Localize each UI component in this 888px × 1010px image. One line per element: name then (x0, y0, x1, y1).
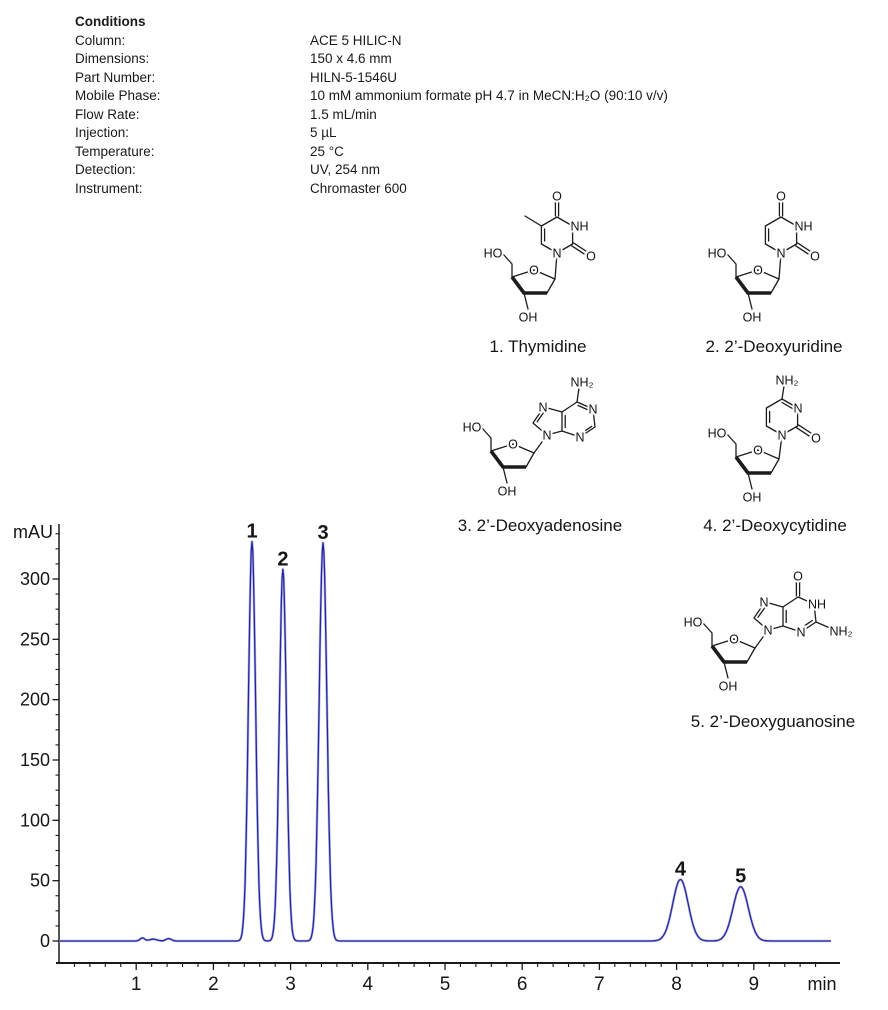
structure-thymidine (479, 176, 639, 331)
y-tick-label: 300 (19, 568, 50, 589)
atom-label: O (793, 569, 803, 584)
condition-label: Detection: (75, 162, 136, 178)
atom-label: N (575, 430, 585, 445)
atom-label: N (777, 428, 787, 443)
atom-label: N (759, 595, 769, 610)
atom-labels (484, 190, 597, 325)
compound-caption-3: 3. 2’-Deoxyadenosine (457, 516, 623, 535)
condition-label: Temperature: (75, 143, 155, 159)
atom-label: OH (742, 490, 762, 505)
atom-label: OH (497, 484, 517, 499)
x-tick-label: 6 (516, 974, 528, 995)
peak-number-label: 5 (735, 865, 747, 888)
condition-value: 10 mM ammonium formate pH 4.7 in MeCN:H₂O (90:10 v/v) (310, 88, 668, 104)
condition-value: ACE 5 HILIC-N (310, 33, 402, 48)
y-axis-unit-label: mAU (13, 522, 53, 542)
condition-value: 5 µL (310, 125, 337, 141)
y-tick-label: 100 (19, 810, 50, 831)
atom-label: N (552, 246, 562, 261)
atom-label: HO (707, 246, 727, 261)
x-tick-label: 4 (362, 974, 374, 995)
atom-label: NH (794, 219, 813, 234)
y-tick-label: 200 (19, 689, 50, 710)
atom-label: O (586, 249, 596, 264)
peak-number-label: 1 (246, 520, 258, 543)
atom-label: O (552, 189, 562, 204)
x-tick-label: 8 (671, 974, 682, 995)
condition-row (75, 87, 668, 105)
structure-deoxycytidine (703, 367, 863, 517)
x-tick-label: 3 (285, 974, 296, 995)
x-tick-label: 1 (130, 974, 142, 995)
condition-label: Part Number: (75, 69, 156, 85)
atom-label: HO (483, 246, 503, 261)
conditions-panel (75, 12, 668, 198)
atom-label: HO (707, 426, 727, 441)
condition-label: Flow Rate: (75, 106, 140, 122)
atom-label: NH₂ (829, 624, 853, 639)
atom-labels (708, 190, 821, 325)
atom-label: N (796, 625, 806, 640)
condition-value: UV, 254 nm (310, 162, 381, 178)
x-tick-label: 2 (208, 974, 219, 995)
compound-caption-5: 5. 2’-Deoxyguanosine (690, 712, 856, 731)
condition-label: Dimensions: (75, 51, 150, 67)
condition-row (75, 50, 668, 68)
atom-label: O (729, 632, 739, 647)
atom-label: O (753, 263, 763, 278)
atom-label: O (811, 431, 821, 446)
atom-label: O (810, 249, 820, 264)
condition-row (75, 143, 668, 161)
condition-value: 150 x 4.6 mm (310, 51, 392, 67)
condition-value: Chromaster 600 (310, 180, 407, 196)
atom-label: O (508, 437, 518, 452)
chromatogram-plot (0, 505, 888, 1010)
y-tick-label: 0 (39, 931, 50, 951)
compound-caption-1: 1. Thymidine (489, 337, 587, 356)
atom-label: N (793, 401, 803, 416)
atom-label: N (538, 400, 548, 415)
atom-label: HO (683, 615, 703, 630)
compound-caption-2: 2. 2’-Deoxyuridine (705, 337, 843, 356)
x-tick-label: 5 (439, 974, 451, 995)
peak-number-label: 3 (317, 521, 329, 544)
atom-label: O (753, 443, 763, 458)
structure-deoxyadenosine (458, 361, 643, 511)
atom-label: N (588, 402, 598, 417)
y-tick-label: 250 (19, 629, 50, 650)
peak-number-label: 2 (277, 548, 289, 571)
condition-row (75, 124, 668, 142)
x-tick-label: 7 (594, 974, 605, 995)
atom-label: OH (742, 310, 762, 325)
atom-label: NH₂ (570, 375, 594, 390)
bond-skeleton (727, 202, 813, 309)
atom-label: NH (807, 597, 827, 612)
atom-label: OH (718, 679, 738, 694)
condition-value: 25 °C (310, 143, 344, 159)
peak-number-label: 4 (674, 858, 687, 881)
atom-label: N (763, 623, 773, 638)
compound-caption-4: 4. 2’-Deoxycytidine (703, 516, 847, 535)
condition-label: Injection: (75, 125, 130, 141)
atom-label: O (776, 189, 786, 204)
atom-label: N (776, 246, 786, 261)
x-tick-label: 9 (748, 974, 760, 995)
atom-label: OH (518, 310, 538, 325)
chromatogram-trace-halo (59, 542, 831, 941)
atom-label: NH (570, 219, 589, 234)
condition-label: Mobile Phase: (75, 88, 161, 104)
conditions-title: Conditions (75, 14, 146, 29)
condition-label: Instrument: (75, 180, 143, 196)
chromatogram-trace (59, 542, 831, 941)
atom-label: NH₂ (775, 373, 799, 388)
condition-value: HILN-5-1546U (310, 69, 398, 85)
y-tick-label: 150 (19, 749, 50, 770)
condition-row (75, 106, 668, 124)
condition-label: Column: (75, 33, 126, 48)
atom-labels (463, 376, 598, 499)
condition-row (75, 32, 668, 50)
atom-label: N (542, 428, 552, 443)
structure-deoxyuridine (703, 176, 863, 331)
condition-row (75, 69, 668, 87)
bond-skeleton (503, 202, 589, 309)
y-tick-label: 50 (29, 870, 50, 891)
atom-labels (708, 374, 822, 505)
atom-label: O (529, 263, 539, 278)
atom-label: HO (462, 420, 482, 435)
conditions-rows (75, 32, 668, 198)
x-axis-unit-label: min (807, 974, 837, 994)
condition-value: 1.5 mL/min (310, 106, 377, 122)
